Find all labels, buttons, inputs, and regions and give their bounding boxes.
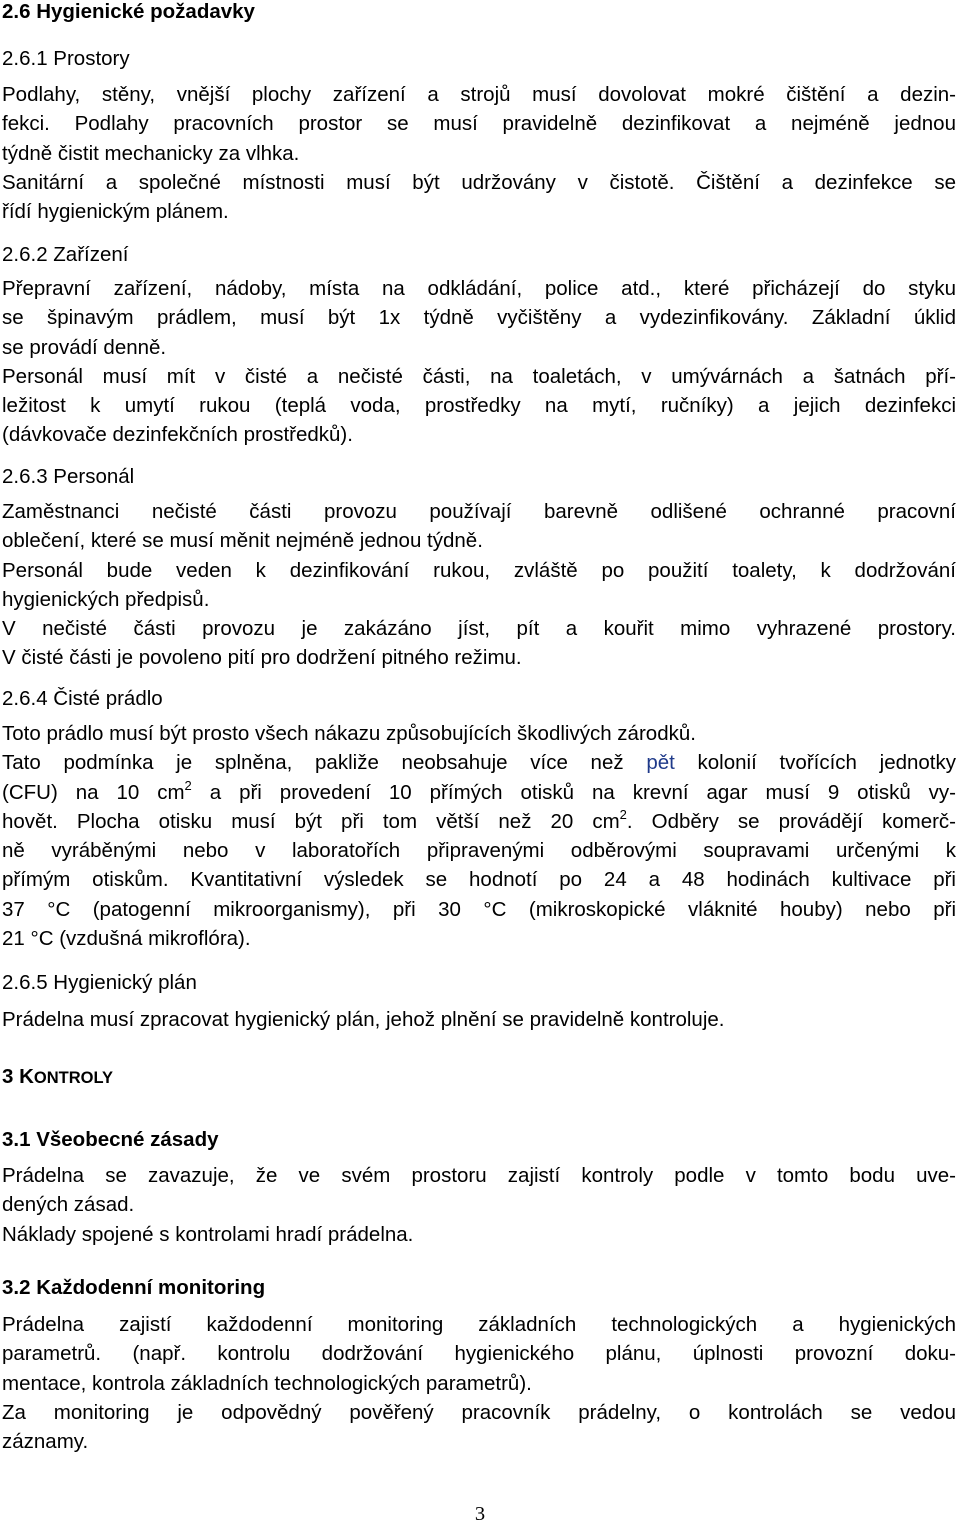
paragraph [2,1161,956,1249]
text-line: Náklady spojené s kontrolami hradí prádelna. [2,1222,414,1246]
paragraph [2,80,956,226]
text-line: řídí hygienickým plánem. [2,200,229,224]
text-line: Prádelna musí zpracovat hygienický plán, jehož plnění se pravidelně kontroluje. [2,1008,725,1031]
text-line: fekci. Podlahy pracovních prostor se musí pravidelně dezinfikovat a nejméně jednou [2,112,956,136]
text-line: Podlahy, stěny, vnější plochy zařízení a strojů musí dovolovat mokré čištění a dezin- [2,83,956,106]
text-line: Zaměstnanci nečisté části provozu používají barevně odlišené ochranné pracovní [2,500,956,523]
text-line: Prádelna zajistí každodenní monitoring základních technologických a hygienických [2,1313,956,1336]
subsection-heading-2-6-4: 2.6.4 Čisté prádlo [2,687,163,710]
text-line: Za monitoring je odpovědný pověřený pracovník prádelny, o kontrolách se vedou [2,1400,956,1424]
text-line: 37 °C (patogenní mikroorganismy), při 30 °C (mikroskopické vláknité houby) nebo při [2,897,956,921]
text-line: Prádelna se zavazuje, že ve svém prostoru zajistí kontroly podle v tomto bodu uve- [2,1164,956,1187]
subsection-heading-2-6-2: 2.6.2 Zařízení [2,243,129,266]
paragraph [2,497,956,673]
text-line: ně vyráběnými nebo v laboratořích připravenými odběrovými soupravami určenými k [2,839,956,863]
page-number: 3 [474,1503,486,1525]
text-line: (CFU) na 10 $cm^2$ a při provedení 10 přímých otisků na krevní agar musí 9 otisků vy- [2,777,956,804]
text-line: dených zásad. [2,1193,135,1217]
paragraph [2,1310,956,1456]
subsection-heading-2-6-1: 2.6.1 Prostory [2,47,130,70]
text-line: se špinavým prádlem, musí být 1x týdně vyčištěny a vydezinfikovány. Základní úklid [2,306,956,330]
text-line: Personál bude veden k dezinfikování rukou, zvláště po použití toalety, k dodržování [2,558,956,582]
text-line: ležitost k umytí rukou (teplá voda, prostředky na mytí, ručníky) a jejich dezinfekci [2,394,956,418]
paragraph [2,1005,956,1034]
text-line: přímým otiskům. Kvantitativní výsledek se hodnotí po 24 a 48 hodinách kultivace při [2,868,956,892]
subsection-heading-2-6-3: 2.6.3 Personál [2,465,135,488]
text-line: se provádí denně. [2,335,167,359]
subsection-heading-2-6-5: 2.6.5 Hygienický plán [2,971,197,994]
text-line: oblečení, které se musí měnit nejméně jednou týdně. [2,529,483,553]
section-heading-3: 3 KONTROLY [2,1065,114,1088]
paragraph [2,719,956,953]
paragraph [2,274,956,450]
subsection-heading-3-2: 3.2 Každodenní monitoring [2,1276,266,1299]
text-line: parametrů. (např. kontrolu dodržování hygienického plánu, úplnosti provozní doku- [2,1342,956,1366]
highlighted-word: pět [646,751,675,775]
text-line: hovět. Plocha otisku musí být při tom větší než 20 $cm^2$. Odběry se provádějí komerč- [2,806,956,833]
text-line: Sanitární a společné místnosti musí být udržovány v čistotě. Čištění a dezinfekce se [2,170,956,194]
text-line: záznamy. [2,1430,89,1454]
text-line: V čisté části je povoleno pití pro dodržení pitného režimu. [2,646,522,670]
text-line: 21 °C (vzdušná mikroflóra). [2,927,251,951]
text-line: týdně čistit mechanicky za vlhka. [2,141,300,165]
text-line: Přepravní zařízení, nádoby, místa na odkládání, police atd., které přicházejí do styku [2,277,956,300]
section-heading-2-6: 2.6 Hygienické požadavky [2,0,255,23]
text-line: Tato podmínka je splněna, pakliže neobsahuje více než pět kolonií tvořících jednotky [2,751,956,775]
subsection-heading-3-1: 3.1 Všeobecné zásady [2,1128,219,1151]
text-line: Personál musí mít v čisté a nečisté části, na toaletách, v umývárnách a šatnách pří- [2,364,956,388]
superscript: 2 [184,777,192,793]
text-line: (dávkovače dezinfekčních prostředků). [2,423,353,447]
text-line: mentace, kontrola základních technologických parametrů). [2,1371,532,1395]
superscript: 2 [619,806,627,822]
text-line: hygienických předpisů. [2,587,210,611]
text-line: V nečisté části provozu je zakázáno jíst, pít a kouřit mimo vyhrazené prostory. [2,617,956,641]
text-line: Toto prádlo musí být prosto všech nákazu způsobujících škodlivých zárodků. [2,722,696,745]
